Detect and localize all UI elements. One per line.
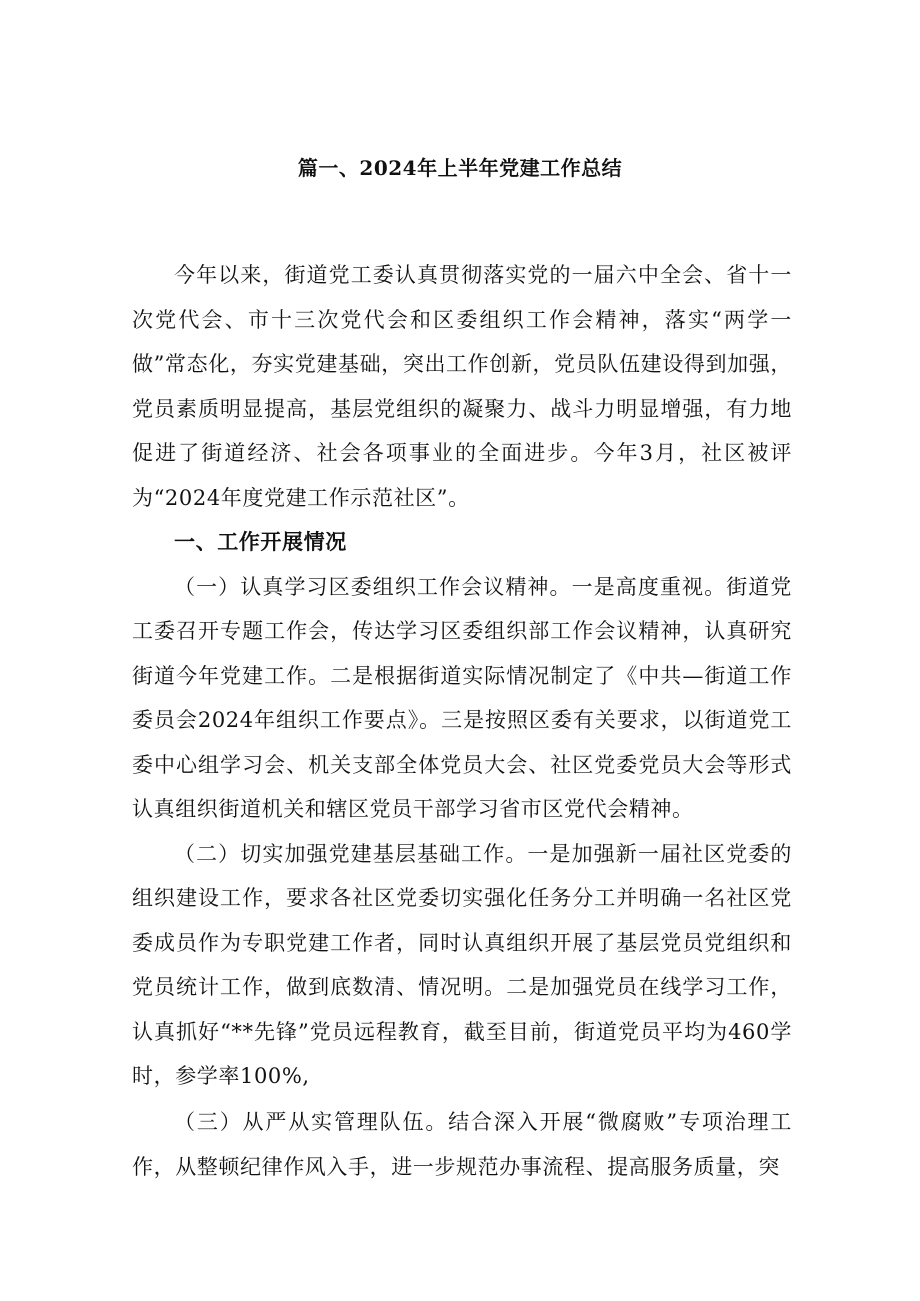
subsection-1-paragraph: （一）认真学习区委组织工作会议精神。一是高度重视。街道党工委召开专题工作会，传达学习区委组织部工作会议精神，认真研究街道今年党建工作。二是根据街道实际情况制定了《中共—街道工作委员会2024年组织工作要点》。三是按照区委有关要求，以街道党工委中心组学习会、机关支部全体党员大会、社区党委党员大会等形式认真组织街道机关和辖区党员干部学习省市区党代会精神。 xyxy=(132,574,792,821)
document-body xyxy=(132,253,792,1099)
section-heading-work-status: 一、工作开展情况 xyxy=(174,529,347,554)
intro-paragraph: 今年以来，街道党工委认真贯彻落实党的一届六中全会、省十一次党代会、市十三次党代会和区委组织工作会精神，落实“两学一做”常态化，夯实党建基础，突出工作创新，党员队伍建设得到加强，党员素质明显提高，基层党组织的凝聚力、战斗力明显增强，有力地促进了街道经济、社会各项事业的全面进步。今年3月，社区被评为“2024年度党建工作示范社区”。 xyxy=(132,263,792,510)
subsection-2-paragraph: （二）切实加强党建基层基础工作。一是加强新一届社区党委的组织建设工作，要求各社区党委切实强化任务分工并明确一名社区党委成员作为专职党建工作者，同时认真组织开展了基层党员党组织和党员统计工作，做到底数清、情况明。二是加强党员在线学习工作，认真抓好“**先锋”党员远程教育，截至目前，街道党员平均为460学时，参学率100%, xyxy=(132,841,792,1088)
document-title: 篇一、2024年上半年党建工作总结 xyxy=(297,156,623,180)
subsection-3-paragraph: （三）从严从实管理队伍。结合深入开展“微腐败”专项治理工作，从整顿纪律作风入手，进一步规范办事流程、提高服务质量，突 xyxy=(132,1110,792,1179)
document-body-continued xyxy=(132,1100,792,1189)
